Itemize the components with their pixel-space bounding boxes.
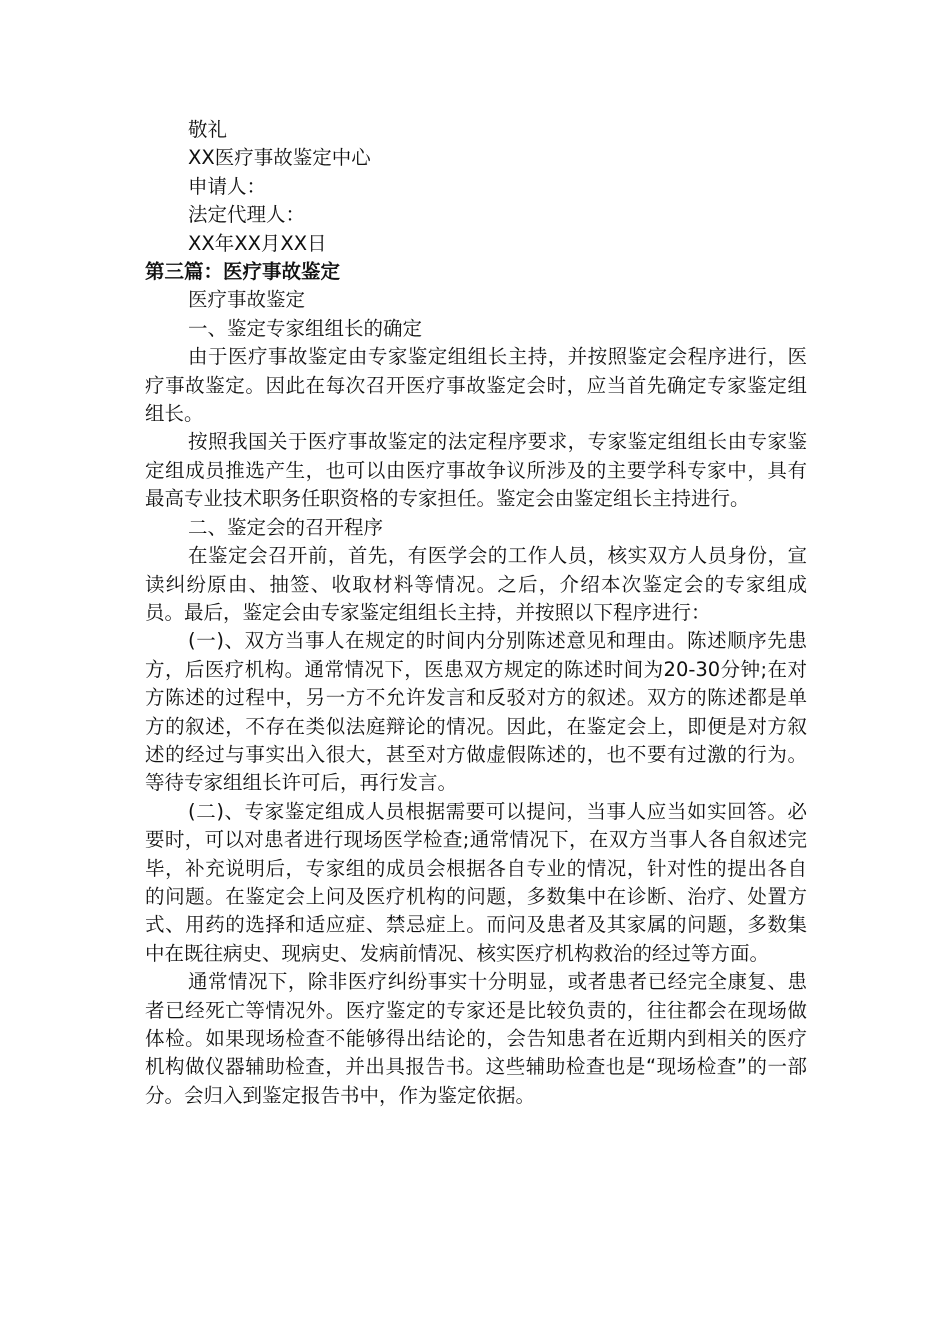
closing-center-name: XX医疗事故鉴定中心 bbox=[188, 146, 371, 170]
paragraph-6: 通常情况下，除非医疗纠纷事实十分明显，或者患者已经完全康复、患者已经死亡等情况外。医疗鉴定的专家还是比较负责的，往往都会在现场做体检。如果现场检查不能够得出结论的，会告知患者在近期内到相关的医疗机构做仪器辅助检查，并出具报告书。这些辅助检查也是“现场检查”的一部分。会归入到鉴定报告书中，作为鉴定依据。 bbox=[145, 970, 807, 1107]
section-heading: 第三篇：医疗事故鉴定 bbox=[145, 260, 341, 284]
closing-salutation: 敬礼 bbox=[188, 118, 228, 141]
paragraph-5: (二)、专家鉴定组成人员根据需要可以提问，当事人应当如实回答。必要时，可以对患者进行现场医学检查;通常情况下，在双方当事人各自叙述完毕，补充说明后，专家组的成员会根据各自专业的情况，针对性的提出各自的问题。在鉴定会上问及医疗机构的问题，多数集中在诊断、治疗、处置方式、用药的选择和适应症、禁忌症上。而问及患者及其家属的问题，多数集中在既往病史、现病史、发病前情况、核实医疗机构救治的经过等方面。 bbox=[145, 799, 807, 965]
paragraph-2: 按照我国关于医疗事故鉴定的法定程序要求，专家鉴定组组长由专家鉴定组成员推选产生，也可以由医疗事故争议所涉及的主要学科专家中，具有最高专业技术职务任职资格的专家担任。鉴定会由鉴定组长主持进行。 bbox=[145, 430, 807, 511]
document-body bbox=[145, 116, 807, 1110]
subheading-group-leader: 一、鉴定专家组组长的确定 bbox=[188, 316, 423, 340]
closing-legal-agent: 法定代理人： bbox=[188, 203, 306, 227]
closing-applicant: 申请人： bbox=[188, 174, 267, 198]
subheading-meeting-procedure: 二、鉴定会的召开程序 bbox=[188, 515, 384, 539]
paragraph-1: 由于医疗事故鉴定由专家鉴定组组长主持，并按照鉴定会程序进行，医疗事故鉴定。因此在每次召开医疗事故鉴定会时，应当首先确定专家鉴定组组长。 bbox=[145, 345, 807, 426]
closing-date: XX年XX月XX日 bbox=[188, 231, 327, 255]
section-title: 医疗事故鉴定 bbox=[188, 288, 306, 312]
paragraph-4: (一)、双方当事人在规定的时间内分别陈述意见和理由。陈述顺序先患方，后医疗机构。通常情况下，医患双方规定的陈述时间为20-30分钟;在对方陈述的过程中，另一方不允许发言和反驳对方的叙述。双方的陈述都是单方的叙述，不存在类似法庭辩论的情况。因此，在鉴定会上，即便是对方叙述的经过与事实出入很大，甚至对方做虚假陈述的，也不要有过激的行为。等待专家组组长许可后，再行发言。 bbox=[145, 629, 807, 795]
paragraph-3: 在鉴定会召开前，首先，有医学会的工作人员，核实双方人员身份，宣读纠纷原由、抽签、收取材料等情况。之后，介绍本次鉴定会的专家组成员。最后，鉴定会由专家鉴定组组长主持，并按照以下程序进行： bbox=[145, 544, 807, 624]
